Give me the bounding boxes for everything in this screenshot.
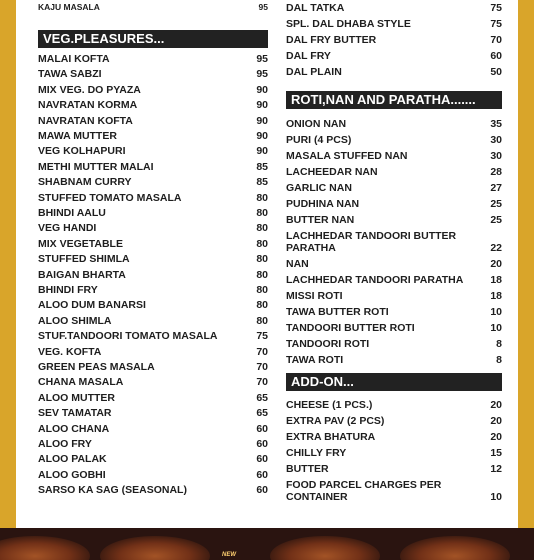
menu-item-price: 12: [490, 463, 502, 475]
menu-item-price: 65: [256, 407, 268, 420]
menu-item-name: VEG HANDI: [38, 222, 97, 235]
menu-item-name: SEV TAMATAR: [38, 407, 112, 420]
menu-item-price: 10: [490, 491, 502, 503]
menu-item: [38, 407, 268, 419]
menu-item: [286, 338, 502, 350]
menu-item: [38, 145, 268, 157]
menu-item: [38, 284, 268, 296]
menu-item-price: 35: [490, 118, 502, 130]
menu-item-name: ONION NAN: [286, 118, 347, 130]
menu-item: [286, 290, 502, 302]
menu-item: [38, 192, 268, 204]
menu-item-price: 85: [256, 160, 268, 173]
menu-item-name: VEG KOLHAPURI: [38, 145, 126, 158]
menu-item-name: LACHHEDAR TANDOORI BUTTER PARATHA: [286, 230, 457, 254]
menu-item-price: 28: [490, 166, 502, 178]
menu-item-price: 60: [256, 438, 268, 450]
menu-item-name: DAL TATKA: [286, 2, 345, 14]
menu-item-price: 60: [490, 50, 502, 62]
menu-item-name: TANDOORI BUTTER ROTI: [286, 322, 415, 334]
menu-item-name: TAWA ROTI: [286, 354, 344, 366]
menu-item-price: 30: [490, 150, 502, 162]
menu-sheet: [16, 0, 518, 528]
menu-item-name: NAN: [286, 258, 309, 270]
menu-item: [38, 130, 268, 142]
menu-item-price: 70: [490, 34, 502, 46]
menu-item: [286, 118, 502, 130]
menu-item-name: MIX VEG. DO PYAZA: [38, 83, 141, 96]
menu-item: [286, 150, 502, 162]
menu-item: [286, 182, 502, 194]
menu-item-price: 8: [496, 354, 502, 366]
menu-item-price: 75: [256, 330, 268, 343]
menu-item-name: SPL. DAL DHABA STYLE: [286, 18, 411, 30]
menu-item: [286, 2, 502, 14]
menu-item-name: CHILLY FRY: [286, 447, 347, 459]
menu-item-name: DAL FRY BUTTER: [286, 34, 377, 46]
menu-item: [38, 315, 268, 327]
menu-item-name: METHI MUTTER MALAI: [38, 160, 154, 173]
menu-item-name: TAWA SABZI: [38, 68, 102, 81]
menu-item: [286, 354, 502, 366]
menu-item: [38, 115, 268, 127]
menu-item: [38, 392, 268, 404]
menu-item-name: VEG. KOFTA: [38, 345, 102, 358]
menu-item: [286, 399, 502, 411]
menu-item: [38, 376, 268, 388]
menu-item: [38, 361, 268, 373]
menu-item-price: 80: [256, 268, 268, 281]
menu-item-price: 90: [256, 114, 268, 127]
menu-item-name: MASALA STUFFED NAN: [286, 150, 408, 162]
menu-item-name: BHINDI AALU: [38, 207, 106, 219]
menu-item-price: 27: [490, 182, 502, 194]
menu-item: [38, 161, 268, 173]
menu-item-name: NAVRATAN KORMA: [38, 99, 138, 112]
menu-item-name: BUTTER: [286, 463, 329, 475]
ornament-icon: [400, 536, 510, 560]
menu-item: [286, 214, 502, 226]
ornament-icon: [100, 536, 210, 560]
menu-item: [38, 269, 268, 281]
menu-item-name: STUFFED SHIMLA: [38, 253, 130, 266]
menu-item-price: 50: [490, 66, 502, 78]
menu-item-price: 90: [256, 83, 268, 96]
menu-item-name: LACHHEDAR TANDOORI PARATHA: [286, 274, 464, 286]
menu-item-price: 75: [490, 18, 502, 30]
menu-item-name: SARSO KA SAG (SEASONAL): [38, 484, 187, 497]
menu-item-price: 18: [490, 274, 502, 286]
menu-item: [38, 238, 268, 250]
menu-item-price: 60: [256, 453, 268, 466]
section-heading: VEG.PLEASURES...: [38, 30, 268, 48]
menu-item-name: SHABNAM CURRY: [38, 176, 132, 189]
menu-item-name: STUFFED TOMATO MASALA: [38, 191, 182, 204]
menu-item: [38, 207, 268, 219]
menu-item-price: 70: [256, 361, 268, 373]
menu-item-price: 70: [256, 376, 268, 389]
menu-item-name: ALOO PALAK: [38, 453, 107, 466]
menu-item: [286, 415, 502, 427]
menu-item-name: CHANA MASALA: [38, 376, 124, 389]
ornament-icon: [0, 536, 90, 560]
menu-item-price: 90: [256, 145, 268, 158]
menu-item: [38, 346, 268, 358]
menu-item: [38, 253, 268, 265]
menu-item: [286, 18, 502, 30]
menu-item-price: 80: [256, 314, 268, 327]
menu-item-price: 80: [256, 191, 268, 204]
menu-item-name: BAIGAN BHARTA: [38, 268, 126, 281]
menu-item-name: MIX VEGETABLE: [38, 237, 123, 250]
menu-item-name: EXTRA BHATURA: [286, 431, 376, 443]
menu-item: [38, 222, 268, 234]
menu-item-name: BUTTER NAN: [286, 214, 355, 226]
decorative-banner: [0, 528, 534, 560]
menu-item-price: 22: [490, 242, 502, 254]
menu-item-name: DAL PLAIN: [286, 66, 342, 78]
menu-item: [38, 53, 268, 65]
menu-item-name: ALOO FRY: [38, 438, 92, 450]
menu-item-name: PURI (4 PCS): [286, 134, 352, 146]
menu-item-price: 60: [256, 422, 268, 435]
menu-item: [38, 84, 268, 96]
menu-item-name: ALOO CHANA: [38, 422, 110, 435]
menu-item-name: TAWA BUTTER ROTI: [286, 306, 389, 318]
menu-item: [38, 469, 268, 481]
menu-item-name: BHINDI FRY: [38, 284, 98, 296]
menu-item-name: ALOO SHIMLA: [38, 314, 112, 327]
menu-item: [38, 299, 268, 311]
menu-item: [38, 330, 268, 342]
menu-item-price: 85: [256, 176, 268, 189]
menu-item-name: GARLIC NAN: [286, 182, 352, 194]
menu-item-name: GREEN PEAS MASALA: [38, 361, 155, 373]
menu-item-price: 18: [490, 290, 502, 302]
menu-item-name: NAVRATAN KOFTA: [38, 114, 133, 127]
menu-item-price: 80: [256, 222, 268, 235]
menu-item: [286, 198, 502, 210]
menu-item-name: MISSI ROTI: [286, 290, 343, 302]
menu-item: [286, 166, 502, 178]
menu-item-price: 80: [256, 207, 268, 219]
menu-item-price: 30: [490, 134, 502, 146]
menu-item-price: 60: [256, 468, 268, 481]
menu-item: [286, 34, 502, 46]
menu-item: [286, 274, 502, 286]
menu-item-price: 20: [490, 399, 502, 411]
menu-item-price: 20: [490, 431, 502, 443]
banner-new-label: NEW: [222, 552, 236, 558]
menu-item-price: 15: [490, 447, 502, 459]
menu-item-name: ALOO GOBHI: [38, 468, 106, 481]
menu-item-name: LACHEEDAR NAN: [286, 166, 378, 178]
menu-item: [286, 463, 502, 475]
ornament-icon: [270, 536, 380, 560]
menu-item-price: 70: [256, 345, 268, 358]
menu-item: [286, 479, 502, 503]
menu-item: [38, 453, 268, 465]
menu-item-price: 95: [258, 2, 268, 12]
menu-item-price: 75: [490, 2, 502, 14]
menu-item-price: 25: [490, 214, 502, 226]
menu-item: [286, 258, 502, 270]
menu-item-name: CHEESE (1 PCS.): [286, 399, 373, 411]
menu-item-price: 90: [256, 99, 268, 112]
menu-item-name: ALOO DUM BANARSI: [38, 299, 146, 312]
section-heading: ADD-ON...: [286, 373, 502, 391]
menu-item: [286, 66, 502, 78]
menu-item-price: 25: [490, 198, 502, 210]
menu-item-price: 95: [256, 68, 268, 81]
menu-item: [286, 447, 502, 459]
menu-item-price: 90: [256, 130, 268, 142]
menu-item: [38, 1, 268, 13]
menu-item: [286, 230, 502, 254]
menu-item: [286, 134, 502, 146]
menu-item-price: 8: [496, 338, 502, 350]
menu-item-name: FOOD PARCEL CHARGES PER CONTAINER: [286, 479, 442, 503]
menu-item-price: 65: [256, 391, 268, 404]
menu-item-price: 10: [490, 306, 502, 318]
menu-item-name: KAJU MASALA: [38, 2, 100, 12]
menu-item: [286, 322, 502, 334]
menu-item-price: 80: [256, 253, 268, 266]
menu-item: [38, 68, 268, 80]
menu-item-price: 80: [256, 237, 268, 250]
menu-item: [38, 423, 268, 435]
menu-item-price: 95: [256, 53, 268, 65]
menu-item-name: MALAI KOFTA: [38, 53, 110, 65]
menu-item: [286, 306, 502, 318]
menu-item-name: PUDHINA NAN: [286, 198, 360, 210]
menu-item-price: 80: [256, 299, 268, 312]
menu-item-name: DAL FRY: [286, 50, 331, 62]
menu-item-name: EXTRA PAV (2 PCS): [286, 415, 385, 427]
menu-item: [286, 431, 502, 443]
menu-item-name: ALOO MUTTER: [38, 391, 115, 404]
menu-item: [38, 99, 268, 111]
section-heading: ROTI,NAN AND PARATHA.......: [286, 91, 502, 109]
menu-item-price: 60: [256, 484, 268, 497]
menu-item: [286, 50, 502, 62]
menu-item: [38, 438, 268, 450]
menu-item-price: 20: [490, 415, 502, 427]
menu-item-name: TANDOORI ROTI: [286, 338, 370, 350]
menu-item-price: 80: [256, 284, 268, 296]
menu-item: [38, 176, 268, 188]
menu-item-name: MAWA MUTTER: [38, 130, 117, 142]
menu-item-price: 20: [490, 258, 502, 270]
menu-item-name: STUF.TANDOORI TOMATO MASALA: [38, 330, 218, 343]
menu-item: [38, 484, 268, 496]
menu-item-price: 10: [490, 322, 502, 334]
